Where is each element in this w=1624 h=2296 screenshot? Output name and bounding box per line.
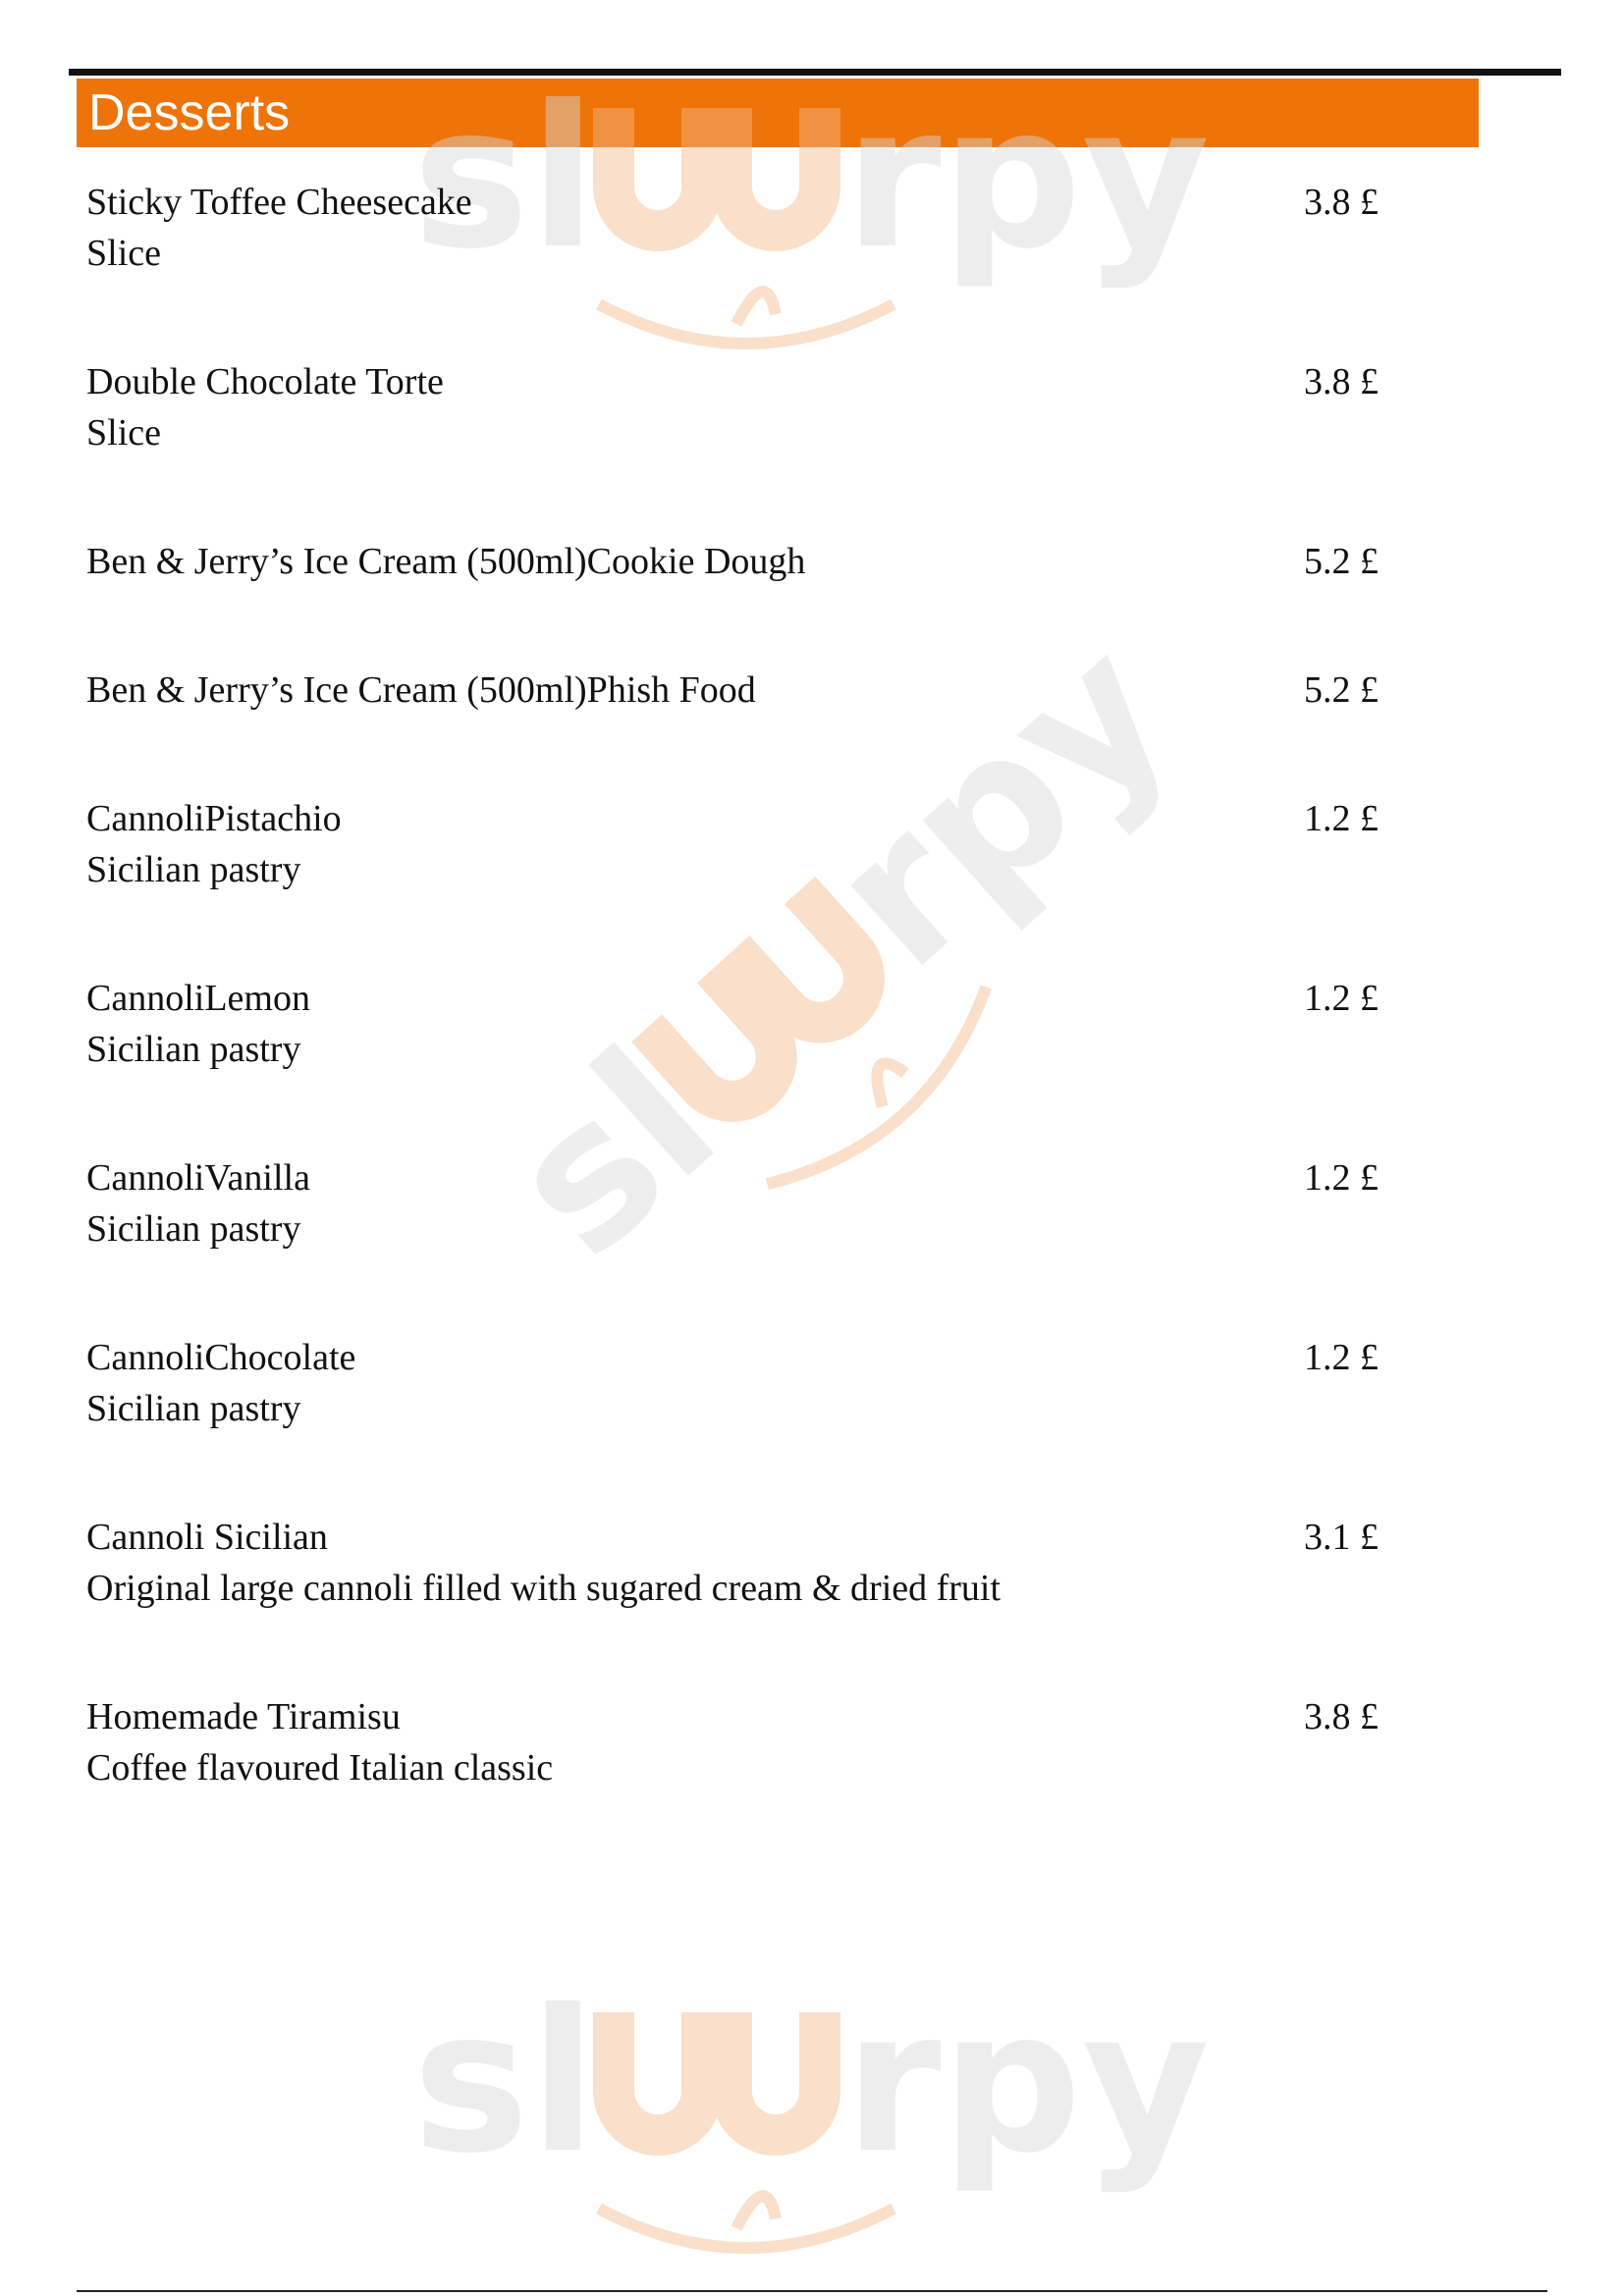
menu-item [86, 177, 1441, 279]
top-rule [69, 69, 1561, 76]
item-description: Sicilian pastry [86, 1029, 301, 1070]
svg-text:sl: sl [412, 1968, 597, 2197]
svg-text:rpy: rpy [788, 596, 1214, 1011]
item-price: 5.2 £ [1304, 669, 1379, 711]
item-name: CannoliLemon [86, 978, 310, 1019]
menu-item [86, 665, 1441, 716]
watermark-logo-bottom [412, 1963, 1227, 2268]
section-header [77, 79, 1479, 147]
item-price: 1.2 £ [1304, 1157, 1379, 1199]
menu-item [86, 973, 1441, 1075]
item-price: 1.2 £ [1304, 1337, 1379, 1378]
item-price: 5.2 £ [1304, 541, 1379, 582]
menu-item [86, 1691, 1441, 1793]
item-name: CannoliVanilla [86, 1157, 310, 1199]
bottom-rule [77, 2290, 1547, 2292]
item-description: Coffee flavoured Italian classic [86, 1747, 554, 1789]
item-description: Sicilian pastry [86, 1208, 301, 1250]
svg-text:rpy: rpy [844, 64, 1211, 293]
item-name: Sticky Toffee Cheesecake [86, 182, 472, 223]
svg-text:sl: sl [467, 1006, 758, 1301]
item-name: Ben & Jerry’s Ice Cream (500ml)Phish Food [86, 669, 756, 711]
item-description: Original large cannoli filled with sugared cream & dried fruit [86, 1568, 1001, 1609]
item-name: CannoliPistachio [86, 798, 342, 839]
section-title: Desserts [88, 84, 291, 141]
item-name: Cannoli Sicilian [86, 1517, 328, 1558]
item-price: 1.2 £ [1304, 798, 1379, 839]
svg-text:sl: sl [412, 64, 597, 293]
menu-item [86, 356, 1441, 458]
item-description: Sicilian pastry [86, 1388, 301, 1429]
item-name: Double Chocolate Torte [86, 361, 444, 402]
menu-item [86, 1152, 1441, 1255]
item-price: 3.1 £ [1304, 1517, 1379, 1558]
menu-item [86, 793, 1441, 895]
item-name: Homemade Tiramisu [86, 1696, 401, 1737]
item-price: 3.8 £ [1304, 1696, 1379, 1737]
item-name: CannoliChocolate [86, 1337, 356, 1378]
menu-item [86, 536, 1441, 587]
menu-item [86, 1512, 1441, 1614]
menu-item [86, 1332, 1441, 1434]
svg-text:rpy: rpy [844, 1968, 1211, 2197]
item-description: Slice [86, 412, 161, 454]
item-description: Slice [86, 233, 161, 274]
item-price: 1.2 £ [1304, 978, 1379, 1019]
item-name: Ben & Jerry’s Ice Cream (500ml)Cookie Dough [86, 541, 806, 582]
item-description: Sicilian pastry [86, 849, 301, 890]
item-price: 3.8 £ [1304, 182, 1379, 223]
item-price: 3.8 £ [1304, 361, 1379, 402]
dessert-menu-list [86, 177, 1441, 1845]
